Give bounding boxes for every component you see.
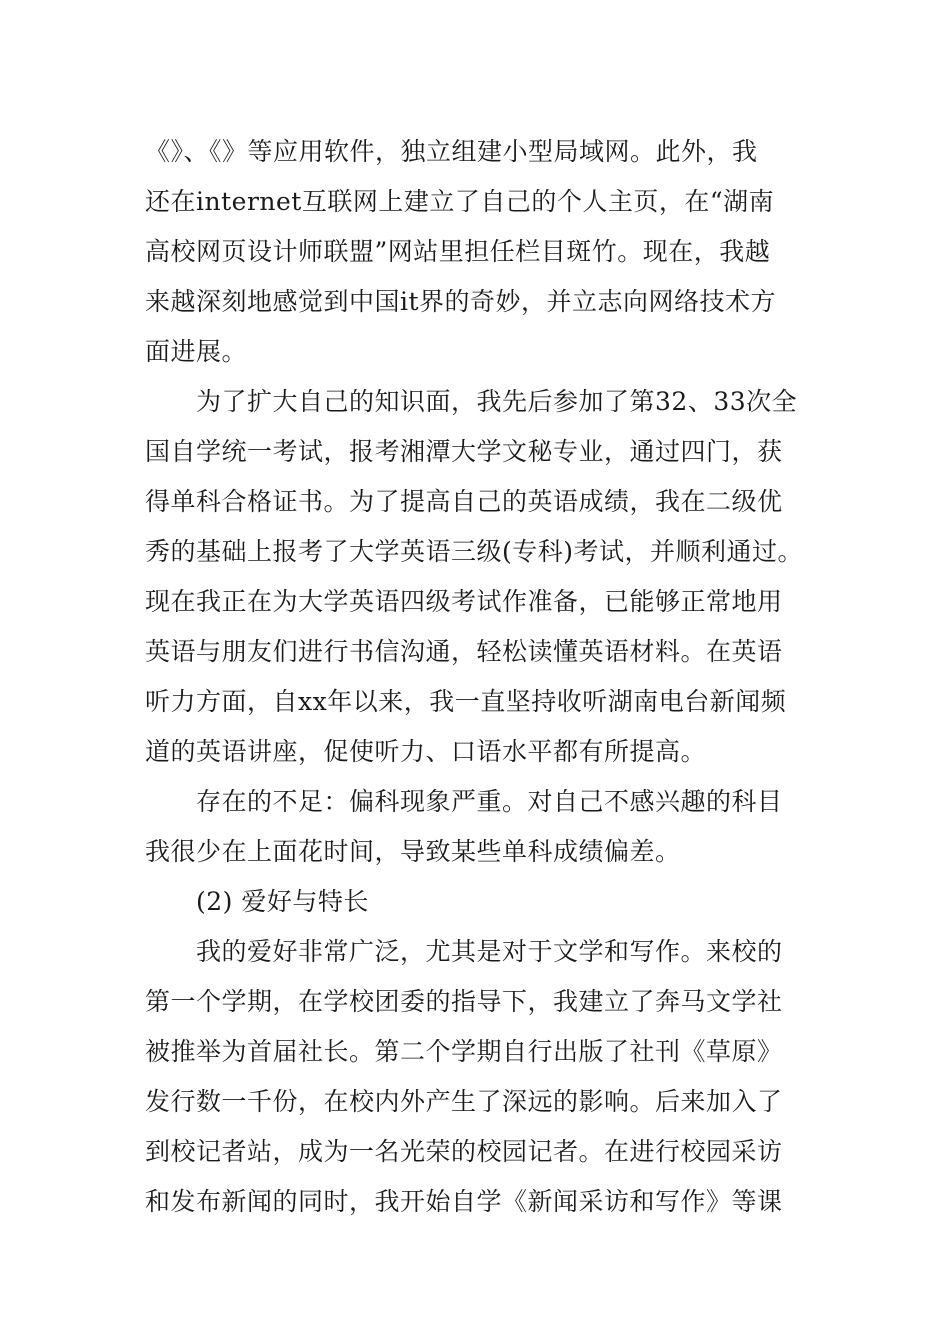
text-line: 得单科合格证书。为了提高自己的英语成绩，我在二级优 — [145, 487, 783, 516]
text-line: 第一个学期，在学校团委的指导下，我建立了奔马文学社 — [145, 987, 783, 1016]
paragraph-first-line: 我的爱好非常广泛，尤其是对于文学和写作。来校的 — [196, 937, 783, 966]
paragraph-first-line: 为了扩大自己的知识面，我先后参加了第32、33次全 — [196, 387, 798, 416]
text-line: 国自学统一考试，报考湘潭大学文秘专业，通过四门，获 — [145, 437, 783, 466]
text-line: 我很少在上面花时间，导致某些单科成绩偏差。 — [145, 837, 681, 866]
text-line: 到校记者站，成为一名光荣的校园记者。在进行校园采访 — [145, 1137, 783, 1166]
text-line: 还在internet互联网上建立了自己的个人主页，在“湖南 — [145, 187, 775, 216]
text-line: 《》、《》等应用软件，独立组建小型局域网。此外，我 — [145, 137, 758, 166]
text-line: 听力方面，自xx年以来，我一直坚持收听湖南电台新闻频 — [145, 687, 787, 716]
paragraph-first-line: 存在的不足：偏科现象严重。对自己不感兴趣的科目 — [196, 787, 783, 816]
text-line: 道的英语讲座，促使听力、口语水平都有所提高。 — [145, 737, 707, 766]
text-line: 高校网页设计师联盟”网站里担任栏目斑竹。现在，我越 — [145, 237, 771, 266]
text-line: 现在我正在为大学英语四级考试作准备，已能够正常地用 — [145, 587, 783, 616]
section-heading: (2) 爱好与特长 — [196, 887, 369, 916]
text-line: 面进展。 — [145, 337, 248, 366]
text-line: 发行数一千份，在校内外产生了深远的影响。后来加入了 — [145, 1087, 783, 1116]
text-line: 来越深刻地感觉到中国it界的奇妙，并立志向网络技术方 — [145, 287, 777, 316]
text-line: 英语与朋友们进行书信沟通，轻松读懂英语材料。在英语 — [145, 637, 783, 666]
text-line: 秀的基础上报考了大学英语三级(专科)考试，并顺利通过。 — [145, 537, 804, 566]
text-line: 和发布新闻的同时，我开始自学《新闻采访和写作》等课 — [145, 1187, 783, 1216]
text-line: 被推举为首届社长。第二个学期自行出版了社刊《草原》 — [145, 1037, 783, 1066]
